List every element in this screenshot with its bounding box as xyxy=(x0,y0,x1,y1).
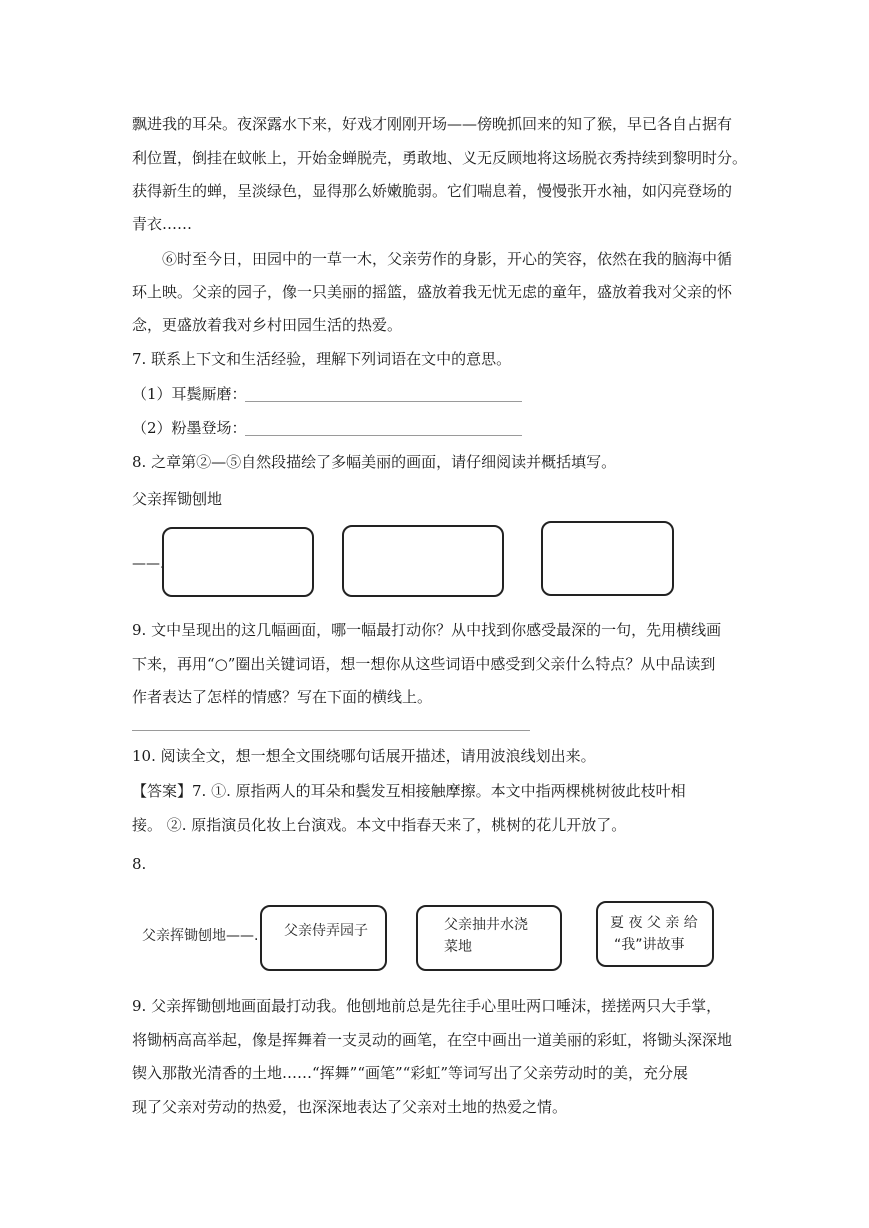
question-8-prefix: 父亲挥锄刨地 xyxy=(132,490,223,508)
answer-8-box-2-text: 菜地 xyxy=(444,939,472,955)
passage-line: 飘进我的耳朵。夜深露水下来，好戏才刚刚开场——傍晚抓回来的知了猴，早已各自占据有 xyxy=(132,115,733,133)
passage-line: ⑥时至今日，田园中的一草一木，父亲劳作的身影，开心的笑容，依然在我的脑海中循 xyxy=(162,250,733,268)
question-7-2-label: （2）粉墨登场： xyxy=(132,419,247,437)
answer-9-line: 锲入那散光清香的土地……“挥舞”“画笔”“彩虹”等词写出了父亲劳动时的美，充分展 xyxy=(132,1064,689,1082)
question-8-dash: ——. xyxy=(132,556,165,572)
passage-line: 利位置，倒挂在蚊帐上，开始金蝉脱壳，勇敢地、义无反顾地将这场脱衣秀持续到黎明时分。 xyxy=(132,149,748,167)
question-8: 8. 之章第②—⑤自然段描绘了多幅美丽的画面，请仔细阅读并概括填写。 xyxy=(132,453,617,471)
answer-7-line-1: 【答案】7. ①. 原指两人的耳朵和鬓发互相接触摩擦。本文中指两棵桃树彼此枝叶相 xyxy=(132,782,686,800)
answer-7-line-2: 接。 ②. 原指演员化妆上台演戏。本文中指春天来了，桃树的花儿开放了。 xyxy=(132,816,627,834)
answer-blank-7-2[interactable] xyxy=(245,435,522,436)
answer-8-box-1-text: 父亲侍弄园子 xyxy=(284,923,368,939)
answer-9-line: 9. 父亲挥锄刨地画面最打动我。他刨地前总是先往手心里吐两口唾沫，搓搓两只大手掌， xyxy=(132,997,722,1015)
answer-box-8-2[interactable] xyxy=(342,525,504,597)
question-7: 7. 联系上下文和生活经验，理解下列词语在文中的意思。 xyxy=(132,350,512,368)
answer-8-box-2-text: 父亲抽井水浇 xyxy=(444,917,528,933)
passage-line: 念，更盛放着我对乡村田园生活的热爱。 xyxy=(132,316,403,334)
question-10: 10. 阅读全文，想一想全文围绕哪句话展开描述，请用波浪线划出来。 xyxy=(132,747,596,765)
passage-line: 环上映。父亲的园子，像一只美丽的摇篮，盛放着我无忧无虑的童年，盛放着我对父亲的怀 xyxy=(132,283,733,301)
question-7-1-label: （1）耳鬓厮磨： xyxy=(132,385,247,403)
question-9-line: 9. 文中呈现出的这几幅画面，哪一幅最打动你？从中找到你感受最深的一句，先用横线画 xyxy=(132,621,722,639)
question-9-line: 作者表达了怎样的情感？写在下面的横线上。 xyxy=(132,688,433,706)
answer-8-label: 8. xyxy=(132,855,147,873)
question-9-line: 下来，再用“○”圈出关键词语，想一想你从这些词语中感受到父亲什么特点？从中品读到 xyxy=(132,655,716,673)
answer-box-8-3[interactable] xyxy=(541,521,674,596)
answer-8-box-3-text: “我”讲故事 xyxy=(614,937,685,953)
passage-line: 获得新生的蝉，呈淡绿色，显得那么娇嫩脆弱。它们喘息着，慢慢张开水袖，如闪亮登场的 xyxy=(132,182,733,200)
answer-blank-9[interactable] xyxy=(132,730,530,731)
answer-8-box-2 xyxy=(416,905,562,971)
answer-9-line: 将锄柄高高举起，像是挥舞着一支灵动的画笔，在空中画出一道美丽的彩虹，将锄头深深地 xyxy=(132,1031,733,1049)
answer-8-prefix: 父亲挥锄刨地——. xyxy=(142,928,259,944)
answer-8-box-3 xyxy=(596,901,714,967)
answer-blank-7-1[interactable] xyxy=(245,401,522,402)
passage-line: 青衣…… xyxy=(132,215,193,233)
answer-8-box-3-text: 夏 夜 父 亲 给 xyxy=(610,915,698,931)
answer-box-8-1[interactable] xyxy=(162,527,314,597)
answer-8-box-1 xyxy=(260,905,387,971)
answer-9-line: 现了父亲对劳动的热爱，也深深地表达了父亲对土地的热爱之情。 xyxy=(132,1098,568,1116)
